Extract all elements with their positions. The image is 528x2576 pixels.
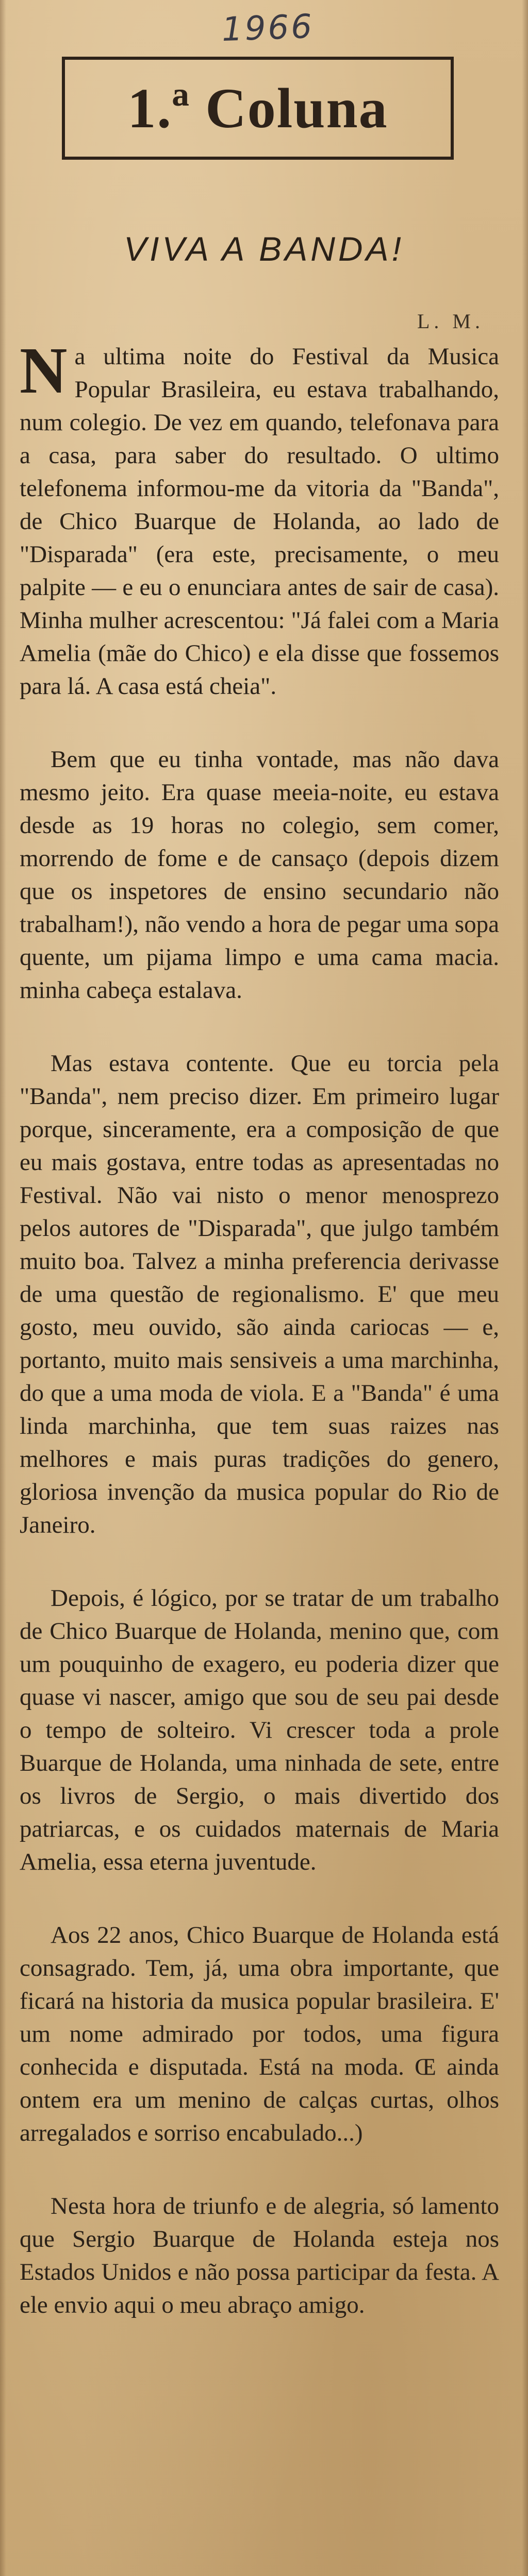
handwritten-year: 1966	[221, 7, 315, 49]
article-body	[20, 334, 499, 2362]
article-paragraph: Depois, é lógico, por se tratar de um trabalho de Chico Buarque de Holanda, menino que, com um pouquinho de exagero, eu poderia dizer que quase vi nascer, amigo que sou de seu pai desde o tempo de solteiro. Vi crescer toda a prole Buarque de Holanda, uma ninhada de sete, entre os livros de Sergio, o mais divertido dos patriarcas, e os cuidados maternais de Maria Amelia, essa eterna juventude.	[20, 1585, 499, 1875]
drop-cap: N	[20, 334, 68, 407]
article-paragraph: Mas estava contente. Que eu torcia pela "Banda", nem preciso dizer. Em primeiro lugar porque, sinceramente, era a composição de que eu mais gostava, entre todas as apresentadas no Festival. Não vai nisto o menor menosprezo pelos autores de "Disparada", que julgo também muito boa. Talvez a minha preferencia derivasse de uma questão de regionalismo. E' que meu gosto, meu ouvido, são ainda cariocas — e, portanto, muito mais sensiveis a uma marchinha, do que a uma moda de viola. E a "Banda" é uma linda marchinha, que tem suas raizes nas melhores e mais puras tradições do genero, gloriosa invenção da musica popular do Rio de Janeiro.	[20, 1050, 499, 1538]
paper-edge-right	[522, 0, 528, 2576]
article-paragraph: Bem que eu tinha vontade, mas não dava mesmo jeito. Era quase meeia-noite, eu estava desde as 19 horas no colegio, sem comer, morrendo de fome e de cansaço (depois dizem que os inspetores de ensino secundario não trabalham!), não vendo a hora de pegar uma sopa quente, um pijama limpo e uma cama macia. minha cabeça estalava.	[20, 746, 499, 1004]
paragraph-text: a ultima noite do Festival da Musica Popular Brasileira, eu estava trabalhando, num colegio. De vez em quando, telefonava para a casa, para saber do resultado. O ultimo telefonema informou-me da vitoria da "Banda", de Chico Buarque de Holanda, ao lado de "Disparada" (era este, precisamente, o meu palpite — e eu o enunciara antes de sair de casa). Minha mulher acrescentou: "Já falei com a Maria Amelia (mãe do Chico) e ela disse que fossemos para lá. A casa está cheia".	[20, 343, 499, 700]
masthead-title: 1.ª Coluna	[127, 76, 388, 140]
article-headline: VIVA A BANDA!	[124, 230, 404, 268]
article-paragraph	[20, 334, 499, 703]
paper-edge-left	[0, 0, 6, 2576]
article-paragraph: Aos 22 anos, Chico Buarque de Holanda está consagrado. Tem, já, uma obra importante, que ficará na historia da musica popular brasileira. E' um nome admirado por todos, uma figura conhecida e disputada. Está na moda. Œ ainda ontem era um menino de calças curtas, olhos arregalados e sorriso encabulado...)	[20, 1922, 499, 2146]
article-paragraph: Nesta hora de triunfo e de alegria, só lamento que Sergio Buarque de Holanda esteja nos Estados Unidos e não possa participar da festa. A ele envio aqui o meu abraço amigo.	[20, 2193, 499, 2318]
column-masthead	[62, 57, 454, 160]
article-byline: L. M.	[417, 310, 484, 333]
